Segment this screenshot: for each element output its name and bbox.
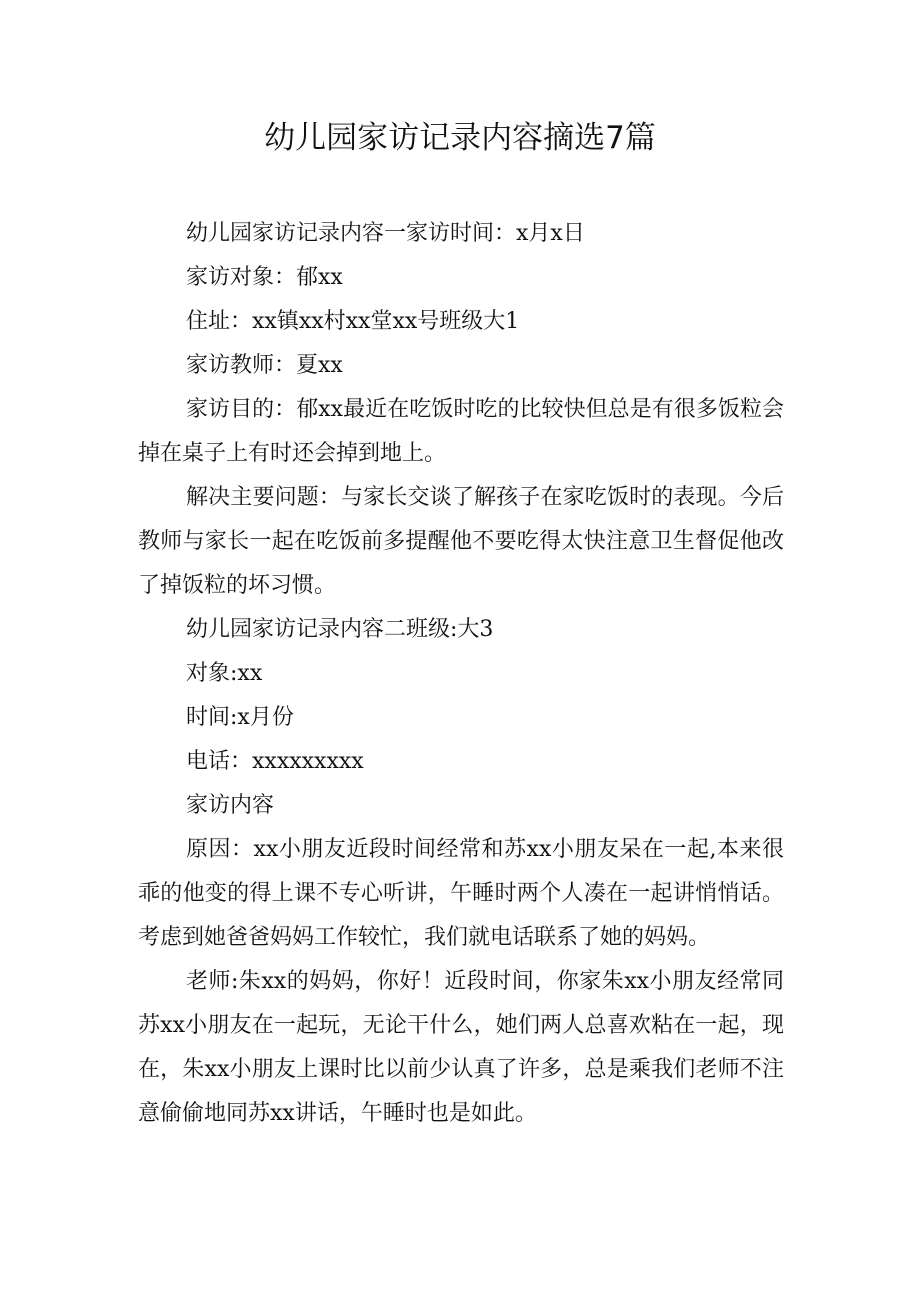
- paragraph-reason: 原因：xx小朋友近段时间经常和苏xx小朋友呆在一起,本来很乖的他变的得上课不专心听讲，午睡时两个人凑在一起讲悄悄话。考虑到她爸爸妈妈工作较忙，我们就电话联系了她的妈妈。: [138, 837, 784, 950]
- paragraph-main-issue: 解决主要问题：与家长交谈了解孩子在家吃饭时的表现。今后教师与家长一起在吃饭前多提醒他不要吃得太快注意卫生督促他改了掉饭粒的坏习惯。: [138, 485, 784, 598]
- paragraph-phone: 电话：xxxxxxxxx: [186, 749, 364, 774]
- paragraph-teacher-dialogue: 老师:朱xx的妈妈，你好！近段时间，你家朱xx小朋友经常同苏xx小朋友在一起玩，无论干什么，她们两人总喜欢粘在一起，现在，朱xx小朋友上课时比以前少认真了许多，总是乘我们老师不注意偷偷地同苏xx讲话，午睡时也是如此。: [138, 969, 784, 1126]
- document-title: 幼儿园家访记录内容摘选7篇: [264, 120, 656, 156]
- paragraph-visit-purpose: 家访目的：郁xx最近在吃饭时吃的比较快但总是有很多饭粒会掉在桌子上有时还会掉到地上。: [138, 397, 784, 466]
- paragraph-visit-target: 家访对象：郁xx: [186, 265, 343, 290]
- paragraph-visit-teacher: 家访教师：夏xx: [186, 353, 343, 378]
- paragraph-visit-time: 幼儿园家访记录内容一家访时间：x月x日: [186, 221, 585, 246]
- paragraph-address: 住址：xx镇xx村xx堂xx号班级大1: [186, 309, 520, 334]
- document-body: [138, 212, 784, 1136]
- paragraph-visit-content: 家访内容: [186, 793, 275, 818]
- paragraph-time: 时间:x月份: [186, 705, 294, 730]
- paragraph-target: 对象:xx: [186, 661, 263, 686]
- paragraph-record-two-class: 幼儿园家访记录内容二班级:大3: [186, 617, 494, 642]
